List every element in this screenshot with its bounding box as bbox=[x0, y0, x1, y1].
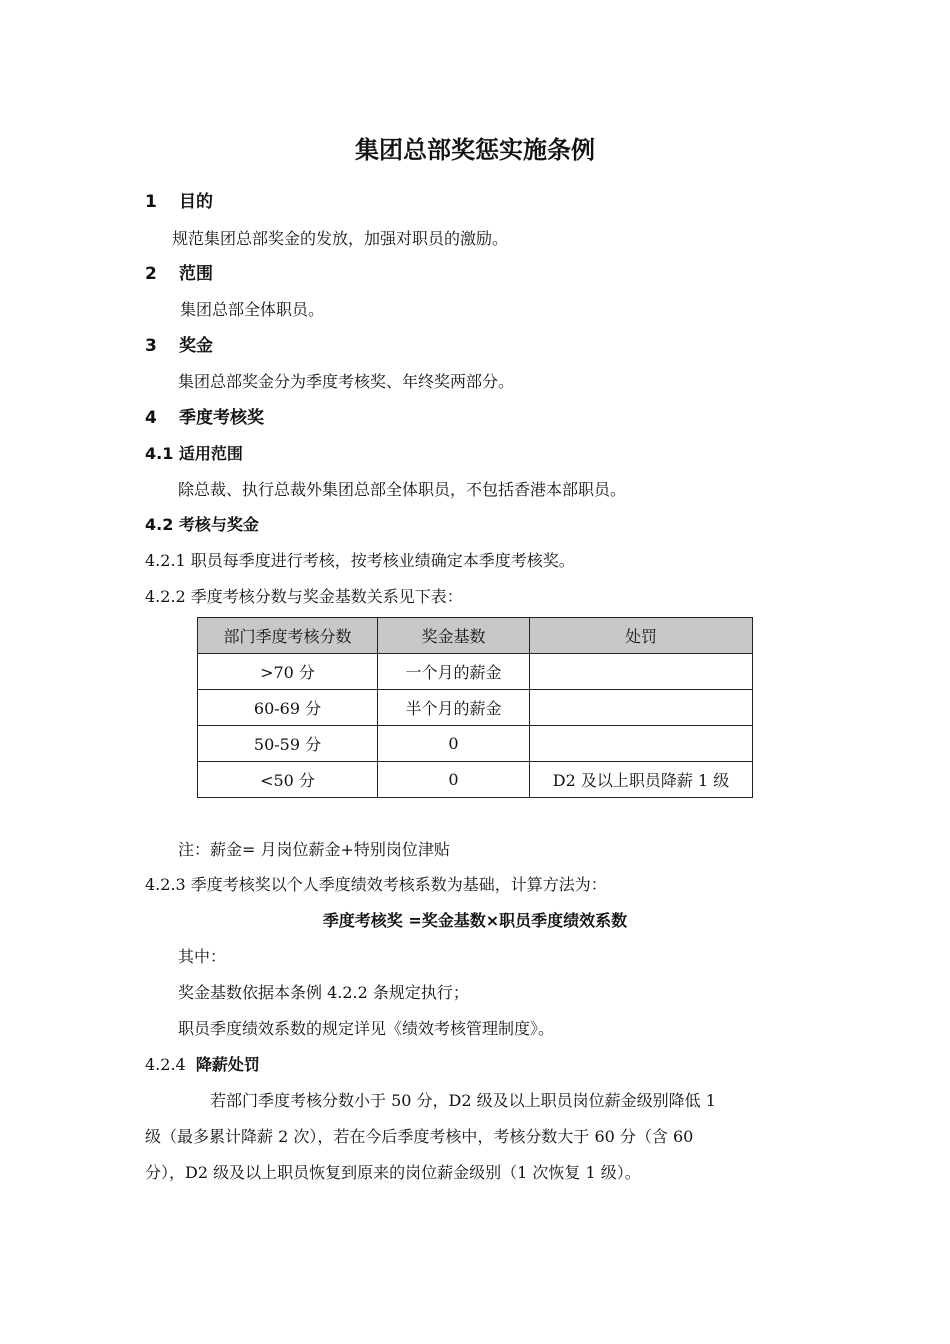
table-cell: 半个月的薪金 bbox=[378, 690, 530, 726]
section-number: 4 bbox=[145, 408, 157, 428]
where-item-1: 奖金基数依据本条例 4.2.2 条规定执行； bbox=[178, 983, 469, 1002]
table-cell: 0 bbox=[378, 762, 530, 798]
clause-4-2-4-line-3: 分），D2 级及以上职员恢复到原来的岗位薪金级别（1 次恢复 1 级）。 bbox=[145, 1163, 641, 1182]
clause-4-2-4-heading bbox=[145, 1052, 260, 1078]
table-row bbox=[198, 690, 753, 726]
clause-4-2-2: 4.2.2 季度考核分数与奖金基数关系见下表： bbox=[145, 587, 463, 606]
clause-number: 4.2.4 bbox=[145, 1055, 186, 1074]
bonus-table bbox=[197, 617, 753, 798]
table-cell bbox=[530, 690, 753, 726]
table-header-cell: 处罚 bbox=[530, 618, 753, 654]
table-header-row bbox=[198, 618, 753, 654]
table-row bbox=[198, 762, 753, 798]
table-cell bbox=[530, 654, 753, 690]
section-number: 1 bbox=[145, 192, 157, 212]
clause-4-2-3: 4.2.3 季度考核奖以个人季度绩效考核系数为基础，计算方法为： bbox=[145, 875, 607, 894]
section-1-heading bbox=[145, 189, 213, 215]
table-cell: >70 分 bbox=[198, 654, 378, 690]
where-label: 其中： bbox=[178, 947, 227, 966]
section-title: 季度考核奖 bbox=[179, 408, 264, 428]
clause-4-2-4-line-2: 级（最多累计降薪 2 次），若在今后季度考核中，考核分数大于 60 分（含 60 bbox=[145, 1127, 694, 1146]
table-cell: <50 分 bbox=[198, 762, 378, 798]
section-3-heading bbox=[145, 333, 213, 359]
clause-4-2-1: 4.2.1 职员每季度进行考核，按考核业绩确定本季度考核奖。 bbox=[145, 551, 575, 570]
section-3-body: 集团总部奖金分为季度考核奖、年终奖两部分。 bbox=[178, 372, 515, 391]
table-header-cell: 奖金基数 bbox=[378, 618, 530, 654]
section-title: 范围 bbox=[179, 264, 213, 284]
section-title: 目的 bbox=[179, 192, 213, 212]
table-cell: 60-69 分 bbox=[198, 690, 378, 726]
section-number: 3 bbox=[145, 336, 157, 356]
section-title: 奖金 bbox=[179, 336, 213, 356]
section-4-heading bbox=[145, 405, 264, 431]
section-number: 2 bbox=[145, 264, 157, 284]
table-cell: 一个月的薪金 bbox=[378, 654, 530, 690]
section-4-1-heading: 4.1 适用范围 bbox=[145, 444, 243, 463]
section-2-body: 集团总部全体职员。 bbox=[180, 300, 325, 319]
table-cell: 0 bbox=[378, 726, 530, 762]
section-4-2-heading: 4.2 考核与奖金 bbox=[145, 515, 259, 534]
table-row bbox=[198, 726, 753, 762]
table-cell: D2 及以上职员降薪 1 级 bbox=[530, 762, 753, 798]
document-title: 集团总部奖惩实施条例 bbox=[355, 136, 595, 164]
table-cell: 50-59 分 bbox=[198, 726, 378, 762]
section-1-body: 规范集团总部奖金的发放，加强对职员的激励。 bbox=[172, 229, 509, 248]
table-header-cell: 部门季度考核分数 bbox=[198, 618, 378, 654]
where-item-2: 职员季度绩效系数的规定详见《绩效考核管理制度》。 bbox=[178, 1019, 555, 1038]
clause-title: 降薪处罚 bbox=[195, 1055, 260, 1074]
clause-4-2-4-line-1: 若部门季度考核分数小于 50 分，D2 级及以上职员岗位薪金级别降低 1 bbox=[210, 1091, 716, 1110]
bonus-formula: 季度考核奖 =奖金基数×职员季度绩效系数 bbox=[322, 911, 628, 930]
section-4-1-body: 除总裁、执行总裁外集团总部全体职员，不包括香港本部职员。 bbox=[178, 480, 627, 499]
section-2-heading bbox=[145, 261, 213, 287]
table-cell bbox=[530, 726, 753, 762]
salary-note: 注：薪金= 月岗位薪金+特别岗位津贴 bbox=[178, 840, 450, 859]
table-row bbox=[198, 654, 753, 690]
